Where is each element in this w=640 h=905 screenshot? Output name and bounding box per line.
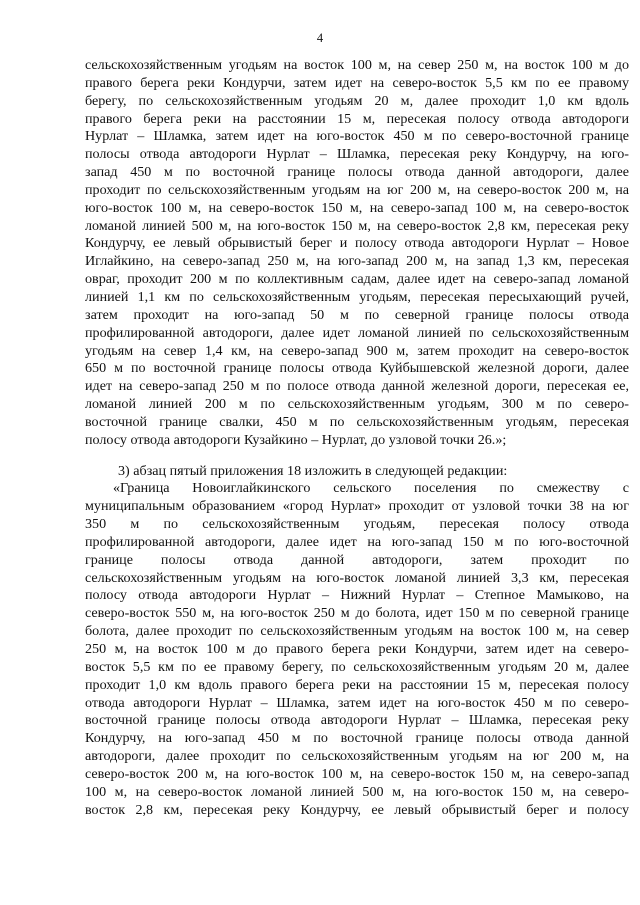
text-line: правого берега реки Кондурчи, затем идет на северо-восток 5,5 км по ее правому [85, 74, 629, 91]
text-line: отвода автодороги Нурлат – Шламка, затем идет на юго-восток 450 м по северо- [85, 694, 629, 711]
text-line: северо-восток 550 м, на юго-восток 250 м до болота, идет 150 м по северной границе [85, 605, 629, 622]
text-line: 3) абзац пятый приложения 18 изложить в следующей редакции: [118, 462, 508, 479]
document-body [85, 57, 629, 819]
text-line: ломаной линией 500 м, на юго-восток 150 м, на северо-восток 2,8 км, пересекая реку [85, 217, 629, 234]
text-line: Нурлат – Шламка, затем идет на юго-восток 450 м по северо-восточной границе [85, 128, 629, 145]
text-line: муниципальным образованием «город Нурлат» проходит от узловой точки 38 на юг [85, 498, 629, 515]
text-line: Кондурчу, на юго-запад 450 м по восточной границе полосы отвода данной [85, 730, 629, 747]
text-line: «Граница Новоиглайкинского сельского поселения по смежеству с [113, 480, 629, 497]
text-line: северо-восток 200 м, на юго-восток 100 м, на северо-восток 150 м, на северо-запад [85, 765, 629, 782]
paragraph-new-boundary-text [85, 480, 629, 819]
text-line: восточной границе свалки, 450 м по сельскохозяйственным угодьям, пересекая [85, 413, 629, 430]
text-line: 650 м по восточной границе полосы отвода Куйбышевской железной дороги, далее [85, 360, 629, 377]
text-line: идет на северо-запад 250 м по полосе отвода данной железной дороги, пересекая ее, [85, 378, 629, 395]
text-line: проходит по сельскохозяйственным угодьям на юг 200 м, на северо-восток 200 м, на [85, 181, 629, 198]
paragraph-boundary-description-end [85, 57, 629, 450]
text-line: профилированной автодороги, далее идет на юго-запад 150 м по юго-восточной [85, 533, 629, 550]
text-line: полосу отвода автодороги Нурлат – Нижний Нурлат – Степное Мамыково, на [85, 587, 629, 604]
text-line: линией 1,1 км по сельскохозяйственным угодьям, пересекая пересыхающий ручей, [85, 288, 629, 305]
text-line: восток 5,5 км по ее правому берегу, по сельскохозяйственным угодьям 20 м, далее [85, 658, 629, 675]
text-line: восточной границе полосы отвода автодороги Нурлат – Шламка, пересекая реку [85, 712, 629, 729]
page-number: 4 [316, 31, 324, 45]
text-line: полосу отвода автодороги Кузайкино – Нурлат, до узловой точки 26.»; [85, 431, 507, 448]
text-line: затем проходит на юго-запад 50 м по северной границе полосы отвода [85, 306, 629, 323]
paragraph-amendment-item [85, 463, 629, 481]
text-line: угодьям на север 1,4 км, на северо-запад 900 м, затем проходит на северо-восток [85, 342, 629, 359]
paragraph-gap [85, 450, 629, 463]
text-line: ломаной линией 200 м по сельскохозяйственным угодьям, 300 м по северо- [85, 396, 629, 413]
text-line: Кондурчу, ее левый обрывистый берег и полосу отвода автодороги Нурлат – Новое [85, 235, 629, 252]
text-line: 250 м, на восток 100 м до правого берега реки Кондурчи, затем идет на северо- [85, 641, 629, 657]
text-line: восток 2,8 км, пересекая реку Кондурчу, ее левый обрывистый берег и полосу [85, 801, 629, 818]
text-line: полосы отвода автодороги Нурлат – Шламка, пересекая реку Кондурчу, на юго- [85, 146, 629, 163]
text-line: 350 м по сельскохозяйственным угодьям, пересекая полосу отвода [85, 516, 629, 533]
text-line: Иглайкино, на северо-запад 250 м, на юго-запад 200 м, на запад 1,3 км, пересекая [85, 253, 629, 270]
text-line: сельскохозяйственным угодьям на восток 100 м, на север 250 м, на восток 100 м до [85, 57, 629, 73]
text-line: овраг, проходит 200 м по коллективным садам, далее идет на северо-запад ломаной [85, 271, 629, 288]
text-line: запад 450 м по восточной границе полосы отвода данной автодороги, далее [85, 164, 629, 181]
text-line: правого берега реки на расстоянии 15 м, пересекая полосу отвода автодороги [85, 110, 629, 127]
text-line: 100 м, на северо-восток ломаной линией 500 м, на юго-восток 150 м, на северо- [85, 783, 629, 800]
text-line: проходит 1,0 км вдоль правого берега реки на расстоянии 15 м, пересекая полосу [85, 676, 629, 693]
text-line: юго-восток 100 м, на северо-восток 150 м, на северо-запад 100 м, на северо-восток [85, 199, 629, 216]
text-line: границе полосы отвода данной автодороги, затем проходит по [85, 551, 629, 568]
text-line: автодороги, далее проходит по сельскохозяйственным угодьям на юг 200 м, на [85, 748, 629, 765]
text-line: болота, далее проходит по сельскохозяйственным угодьям на восток 100 м, на север [85, 623, 629, 640]
text-line: профилированной автодороги, далее идет ломаной линией по сельскохозяйственным [85, 324, 629, 341]
text-line: берегу, по сельскохозяйственным угодьям 20 м, далее проходит 1,0 км вдоль [85, 92, 629, 109]
text-line: сельскохозяйственным угодьям на юго-восток ломаной линией 3,3 км, пересекая [85, 569, 629, 586]
